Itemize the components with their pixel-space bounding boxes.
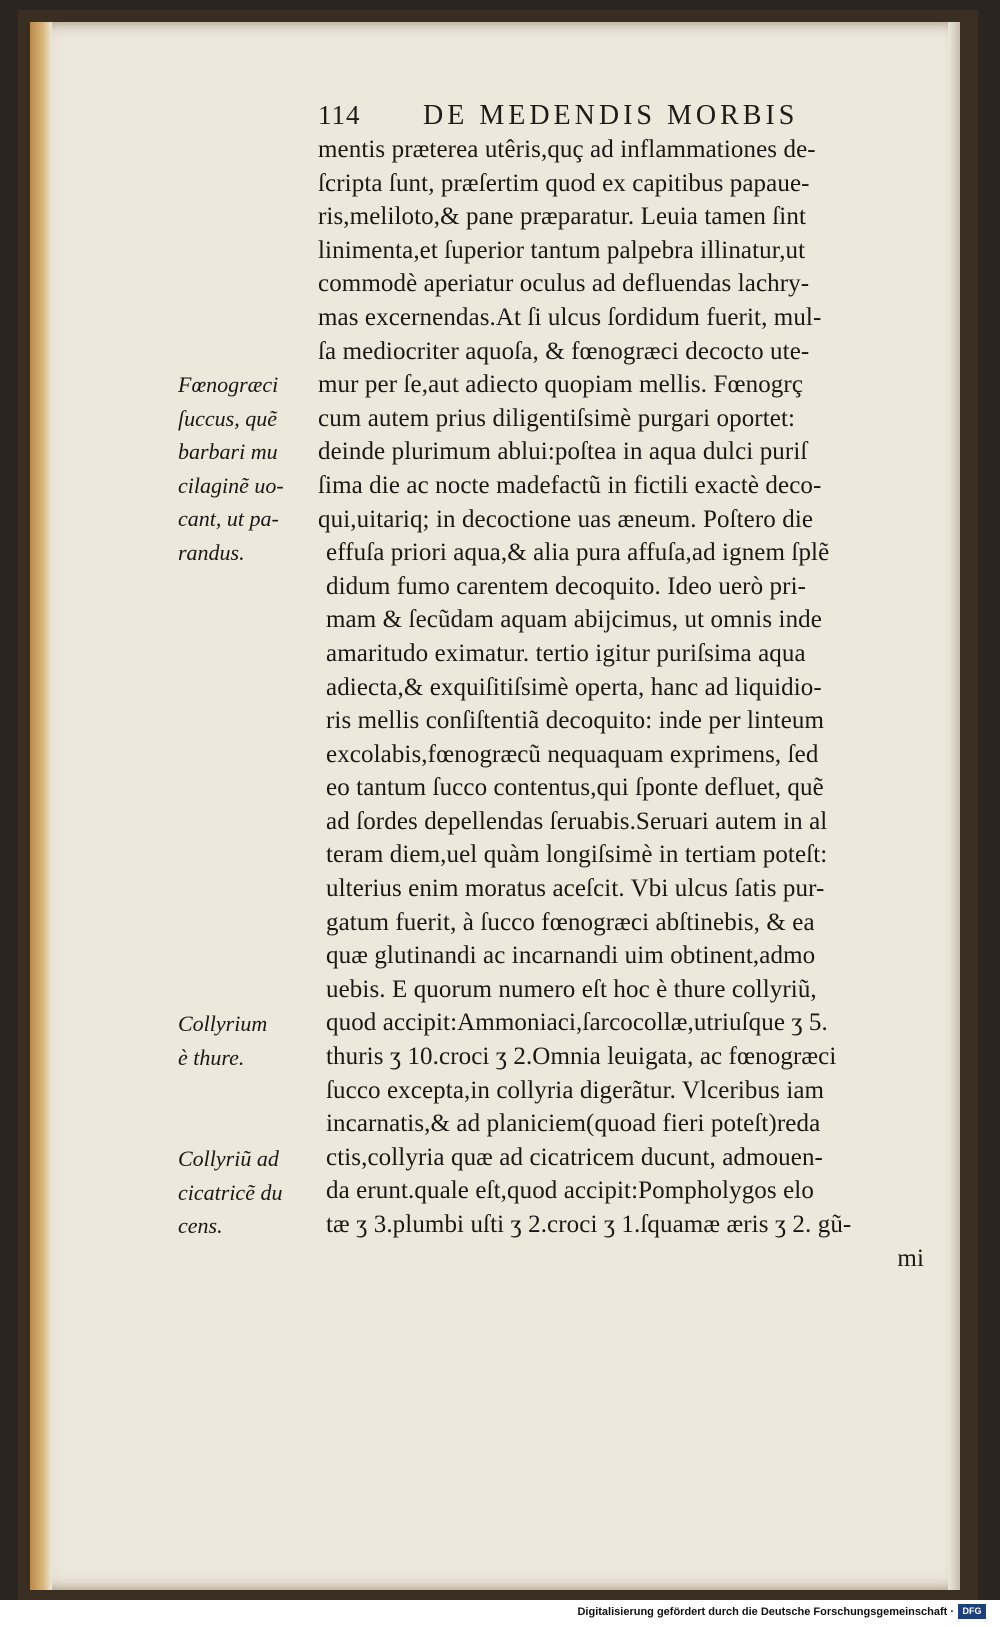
catchword: mi <box>897 1244 924 1272</box>
margin-note-collyrium-cicatrice <box>178 1142 318 1243</box>
text-line: mentis præterea utêris,quç ad inflammationes de- <box>318 136 816 163</box>
text-line: ſcripta ſunt, præſertim quod ex capitibus papaue- <box>318 169 810 197</box>
text-line: mam & ſecũdam aquam abijcimus, ut omnis inde <box>326 606 822 634</box>
text-line: tæ ʒ 3.plumbi uſti ʒ 2.croci ʒ 1.ſquamæ æris ʒ 2. gũ- <box>326 1211 852 1238</box>
text-line: ulterius enim moratus aceſcit. Vbi ulcus ſatis pur- <box>326 875 825 903</box>
text-line: gatum fuerit, à ſucco fœnogræci abſtinebis, & ea <box>326 908 815 936</box>
margin-note-line: cens. <box>178 1213 223 1239</box>
text-line: thuris ʒ 10.croci ʒ 2.Omnia leuigata, ac fœnogræci <box>326 1043 837 1071</box>
margin-note-collyrium-e-thure <box>178 1007 318 1074</box>
text-line: da erunt.quale eſt,quod accipit:Pompholygos elo <box>326 1177 814 1205</box>
margin-note-foenograeci <box>178 368 318 570</box>
text-line: qui,uitariq; in decoctione uas æneum. Poſtero die <box>318 505 814 533</box>
text-line: uebis. E quorum numero eſt hoc è thure collyriũ, <box>326 975 817 1003</box>
margin-note-line: cant, ut pa- <box>178 506 279 532</box>
text-line: incarnatis,& ad planiciem(quoad fieri poteſt)reda <box>326 1110 821 1138</box>
text-line: ctis,collyria quæ ad cicatricem ducunt, admouen- <box>326 1143 823 1171</box>
margin-note-line: Fœnogræci <box>178 372 279 397</box>
text-line: ſa mediocriter aquoſa, & fœnogræci decocto ute- <box>318 337 810 365</box>
text-line: mur per ſe,aut adiecto quopiam mellis. Fœnogrç <box>318 371 804 399</box>
margin-note-line: ſuccus, quẽ <box>178 405 277 431</box>
text-line: excolabis,fœnogræcũ nequaquam exprimens, ſed <box>326 740 819 768</box>
margin-note-line: Collyrium <box>178 1011 268 1036</box>
text-line: quæ glutinandi ac incarnandi uim obtinent,admo <box>326 942 816 970</box>
margin-note-line: randus. <box>178 539 245 565</box>
text-line: eo tantum ſucco contentus,qui ſponte defluet, quẽ <box>326 774 824 802</box>
running-title: DE MEDENDIS MORBIS <box>423 100 799 131</box>
page-gutter <box>30 22 52 1590</box>
text-line: ad ſordes depellendas ſeruabis.Seruari autem in al <box>326 807 828 835</box>
text-line: ſucco excepta,in collyria digerãtur. Vlceribus iam <box>326 1076 825 1104</box>
dfg-logo: DFG <box>958 1604 986 1619</box>
margin-note-line: Collyriũ ad <box>178 1146 279 1171</box>
text-line: adiecta,& exquiſitiſsimè operta, hanc ad liquidio- <box>326 673 822 701</box>
text-line: effuſa priori aqua,& alia pura affuſa,ad ignem ſplẽ <box>326 539 830 567</box>
text-line: didum fumo carentem decoquito. Ideo uerò pri- <box>326 572 807 600</box>
text-line: deinde plurimum ablui:poſtea in aqua dulci puriſ <box>318 438 808 466</box>
margin-note-line: cicatricẽ du <box>178 1179 283 1205</box>
main-text-block <box>318 133 958 1275</box>
text-line: teram diem,uel quàm longiſsimè in tertiam poteſt: <box>326 841 828 869</box>
margin-note-line: cilaginẽ uo- <box>178 472 284 498</box>
text-line: mas excernendas.At ſi ulcus ſordidum fuerit, mul- <box>318 303 822 331</box>
text-line: ſima die ac nocte madefactũ in fictili exactè deco- <box>318 471 822 499</box>
footer-credit: Digitalisierung gefördert durch die Deutsche Forschungsgemeinschaft · <box>577 1606 954 1618</box>
text-line: ris mellis conſiſtentiã decoquito: inde per linteum <box>326 707 825 735</box>
text-line: cum autem prius diligentiſsimè purgari oportet: <box>318 404 796 432</box>
text-line: quod accipit:Ammoniaci,ſarcocollæ,utriuſque ʒ 5. <box>326 1009 828 1037</box>
text-line: amaritudo eximatur. tertio igitur puriſsima aqua <box>326 639 806 667</box>
page-number: 114 <box>318 100 361 130</box>
margin-note-line: barbari mu <box>178 439 278 465</box>
text-line: commodè aperiatur oculus ad defluendas lachry- <box>318 270 810 298</box>
text-line: ris,meliloto,& pane præparatur. Leuia tamen ſint <box>318 203 807 231</box>
text-line: linimenta,et ſuperior tantum palpebra illinatur,ut <box>318 236 806 264</box>
margin-note-line: è thure. <box>178 1044 245 1070</box>
